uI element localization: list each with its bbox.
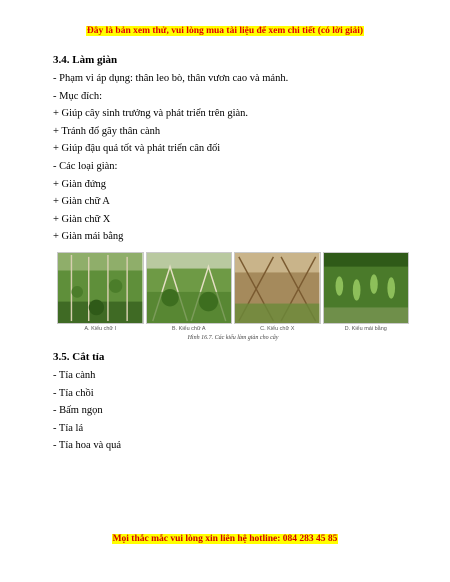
section-heading-cat-tia: 3.5. Cắt tỉa — [53, 350, 105, 363]
figure-caption: Hình 16.7. Các kiểu làm giàn cho cây — [187, 334, 279, 341]
text-line: - Tỉa lá — [53, 422, 84, 434]
trellis-photo-row — [57, 252, 409, 333]
photo-label: B. Kiểu chữ A — [171, 325, 206, 332]
text-line: - Tỉa hoa và quả — [53, 440, 122, 452]
photo-cell-c — [234, 252, 321, 333]
text-line: + Giàn mái bằng — [53, 231, 124, 243]
preview-notice-banner — [0, 25, 450, 37]
trellis-photo-vertical — [57, 252, 144, 324]
text-line: - Tỉa chồi — [53, 387, 94, 399]
text-line: + Giúp cây sinh trưởng và phát triển trên giàn. — [53, 108, 249, 120]
trellis-photo-a-frame — [146, 252, 233, 324]
trellis-photo-flat-roof — [323, 252, 410, 324]
text-line: + Giúp đậu quả tốt và phát triển cân đối — [53, 143, 221, 155]
text-line: + Giàn đứng — [53, 178, 107, 190]
document-body — [53, 53, 413, 455]
photo-cell-d — [323, 252, 410, 333]
photo-label: C. Kiểu chữ X — [260, 325, 295, 332]
photo-label: A. Kiểu chữ I — [84, 325, 117, 332]
trellis-photo-x-frame — [234, 252, 321, 324]
text-line: - Các loại giàn: — [53, 160, 118, 172]
hotline-banner — [0, 533, 450, 545]
text-line: + Tránh đổ gãy thân cành — [53, 125, 161, 137]
photo-label: D. Kiểu mái bằng — [344, 325, 387, 332]
photo-cell-a — [57, 252, 144, 333]
section-lam-gian-lines — [53, 70, 413, 246]
text-line: + Giàn chữ A — [53, 196, 110, 208]
text-line: - Phạm vi áp dụng: thân leo bò, thân vươn cao và mảnh. — [53, 73, 289, 84]
text-line: - Mục đích: — [53, 90, 102, 102]
trellis-figure — [53, 252, 413, 342]
hotline-text: Mọi thắc mắc vui lòng xin liên hệ hotline: 084 283 45 85 — [112, 534, 338, 544]
photo-cell-b — [146, 252, 233, 333]
section-heading-lam-gian: 3.4. Làm giàn — [53, 54, 118, 66]
text-line: - Bấm ngọn — [53, 405, 103, 417]
text-line: + Giàn chữ X — [53, 213, 111, 225]
preview-notice-text: Đây là bản xem thử, vui lòng mua tài liệu để xem chi tiết (có lời giải) — [86, 26, 364, 36]
section-cat-tia-lines — [53, 367, 413, 455]
text-line: - Tỉa cành — [53, 369, 96, 381]
